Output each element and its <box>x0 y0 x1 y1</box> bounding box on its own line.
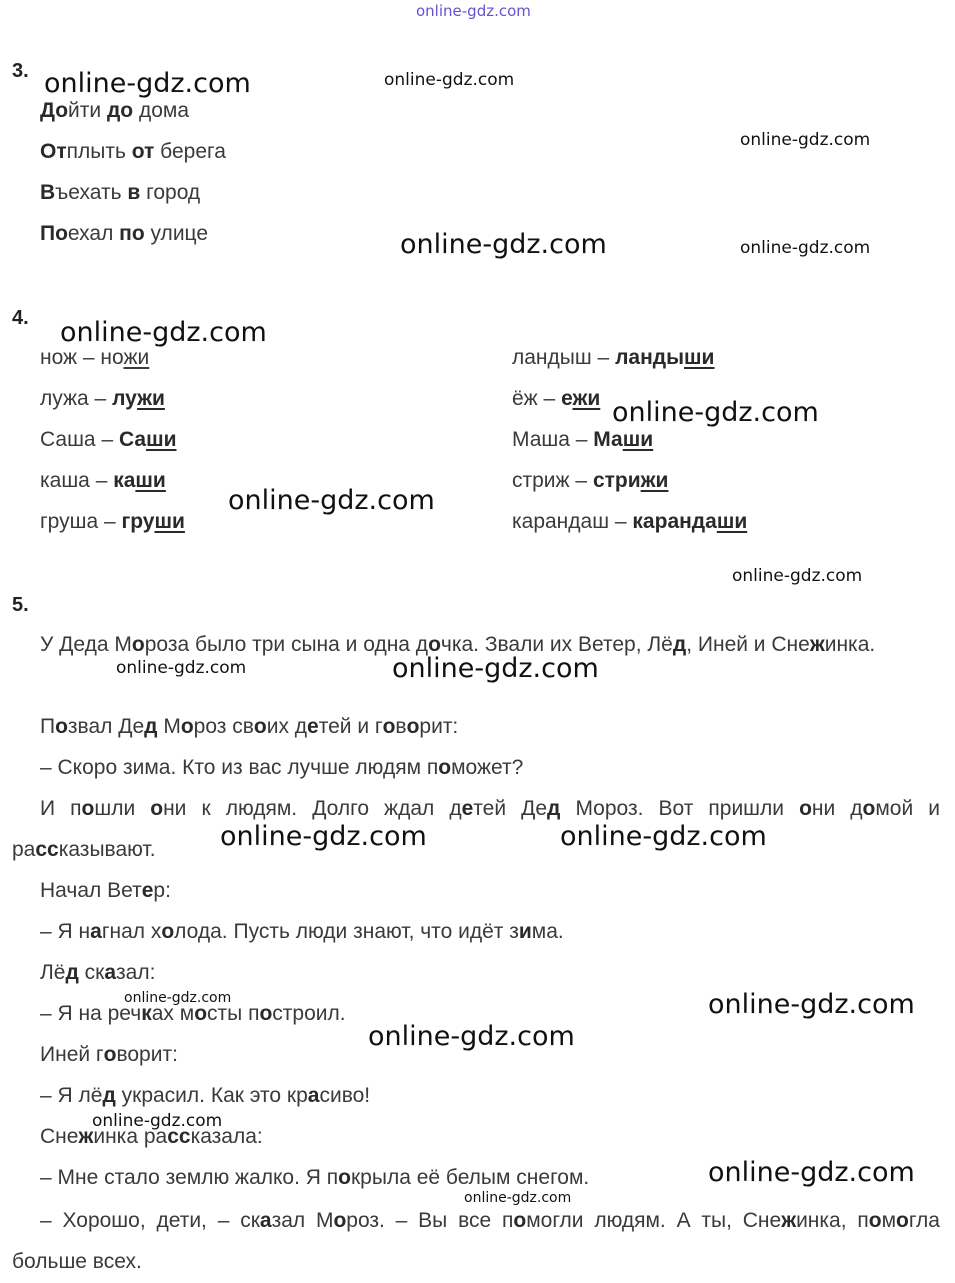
section-3-number: 3. <box>12 60 29 82</box>
s4-right-3: Маша – Маши <box>512 428 654 451</box>
watermark: online-gdz.com <box>708 989 915 1020</box>
watermark: online-gdz.com <box>124 990 232 1006</box>
s3-line-4: Поехал по улице <box>40 222 209 245</box>
watermark: online-gdz.com <box>740 130 871 150</box>
watermark: online-gdz.com <box>732 566 863 586</box>
s5-paragraph-4: И пошли они к людям. Долго ждал детей Дед Мороз. Вот пришли они домой и рассказывают. <box>12 797 940 861</box>
s5-paragraph-11: Снежинка рассказала: <box>40 1125 263 1148</box>
watermark: online-gdz.com <box>368 1021 575 1052</box>
s4-right-1: ландыш – ландыши <box>512 346 715 369</box>
watermark: online-gdz.com <box>392 653 599 684</box>
watermark: online-gdz.com <box>384 70 515 90</box>
s4-left-2: лужа – лужи <box>40 387 165 410</box>
watermark: online-gdz.com <box>612 397 819 428</box>
s5-paragraph-10: – Я лёд украсил. Как это красиво! <box>40 1084 371 1107</box>
s5-paragraph-9: Иней говорит: <box>40 1043 178 1066</box>
watermark: online-gdz.com <box>228 485 435 516</box>
watermark: online-gdz.com <box>220 821 427 852</box>
s3-line-2: Отплыть от берега <box>40 140 226 163</box>
s5-paragraph-8: – Я на речках мосты построил. <box>40 1002 346 1025</box>
s4-left-5: груша – груши <box>40 510 185 533</box>
s4-right-2: ёж – ежи <box>512 387 601 410</box>
watermark: online-gdz.com <box>560 821 767 852</box>
watermark: online-gdz.com <box>44 68 251 99</box>
s5-paragraph-12: – Мне стало землю жалко. Я покрыла её белым снегом. <box>40 1166 590 1189</box>
s4-right-4: стриж – стрижи <box>512 469 669 492</box>
section-4-number: 4. <box>12 307 29 329</box>
s3-line-1: Дойти до дома <box>40 99 190 122</box>
s5-paragraph-1: У Деда Мороза было три сына и одна дочка. Звали их Ветер, Лёд, Иней и Снежинка. <box>40 633 876 656</box>
watermark: online-gdz.com <box>708 1157 915 1188</box>
s5-paragraph-6: – Я нагнал холода. Пусть люди знают, что идёт зима. <box>40 920 564 943</box>
s4-left-4: каша – каши <box>40 469 166 492</box>
watermark: online-gdz.com <box>400 229 607 260</box>
watermark: online-gdz.com <box>740 238 871 258</box>
s4-left-3: Саша – Саши <box>40 428 177 451</box>
s4-left-1: нож – ножи <box>40 346 150 369</box>
s5-paragraph-3: – Скоро зима. Кто из вас лучше людям поможет? <box>40 756 524 779</box>
watermark: online-gdz.com <box>116 658 247 678</box>
watermark: online-gdz.com <box>60 317 267 348</box>
s4-right-5: карандаш – карандаши <box>512 510 748 533</box>
watermark: online-gdz.com <box>464 1190 572 1206</box>
s5-paragraph-7: Лёд сказал: <box>40 961 156 984</box>
s5-paragraph-13: – Хорошо, дети, – сказал Мороз. – Вы все помогли людям. А ты, Снежинка, помогла больше всех. <box>12 1209 940 1273</box>
section-5-number: 5. <box>12 594 29 616</box>
watermark: online-gdz.com <box>92 1111 223 1131</box>
s5-paragraph-5: Начал Ветер: <box>40 879 171 902</box>
watermark-top: online-gdz.com <box>416 2 531 20</box>
s3-line-3: Въехать в город <box>40 181 201 204</box>
s5-paragraph-2: Позвал Дед Мороз своих детей и говорит: <box>40 715 459 738</box>
